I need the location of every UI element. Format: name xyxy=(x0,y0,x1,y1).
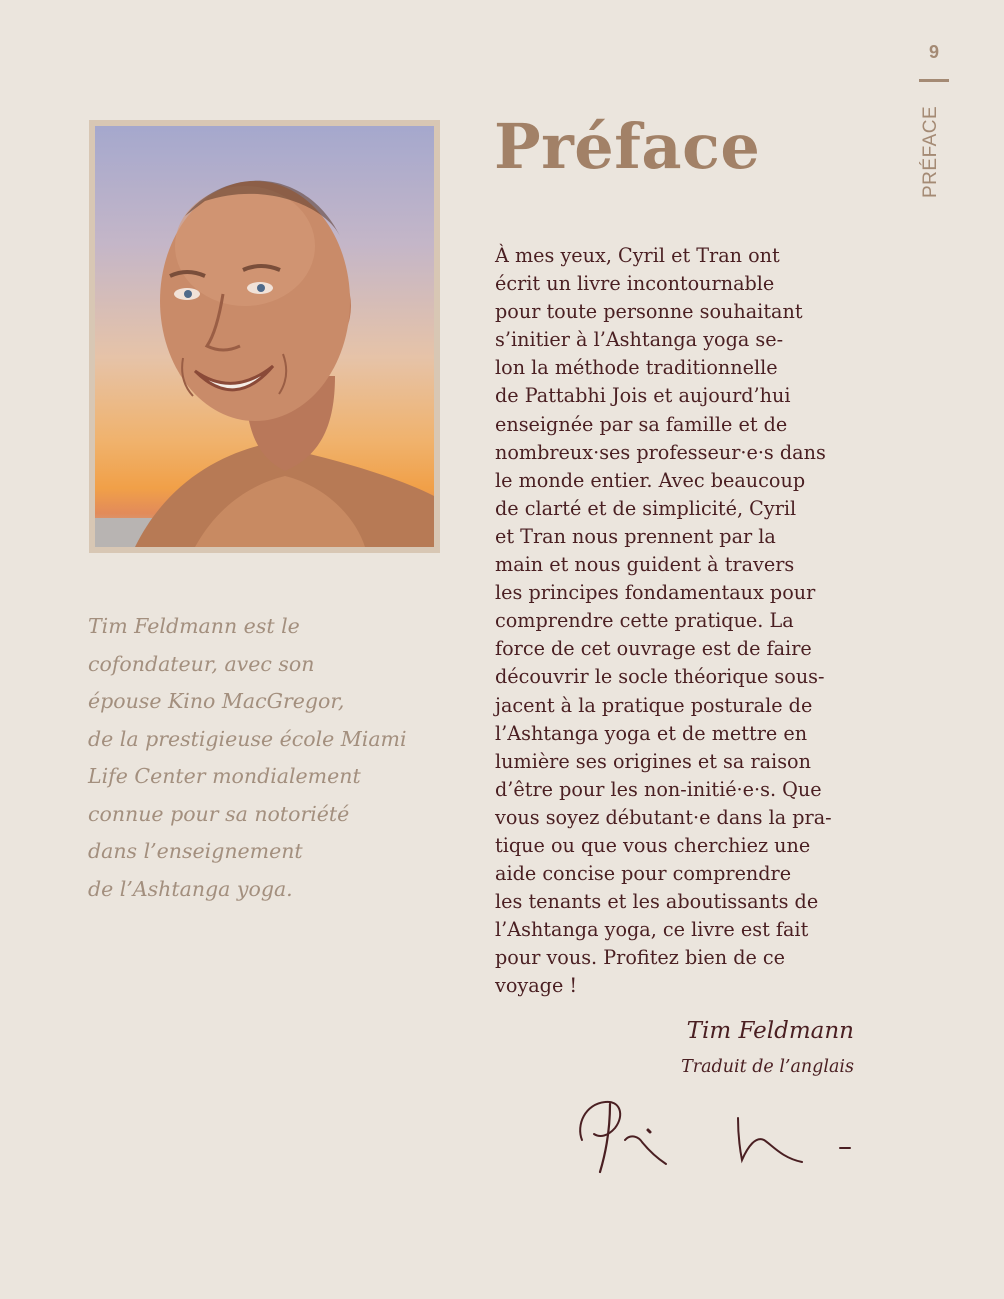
portrait-photo xyxy=(95,126,434,547)
page-number: 9 xyxy=(928,42,939,62)
author-name: Tim Feldmann xyxy=(686,1018,854,1044)
handwritten-signature-icon xyxy=(570,1090,860,1185)
translation-note: Traduit de l’anglais xyxy=(681,1057,854,1077)
portrait-photo-frame xyxy=(89,120,440,553)
photo-caption: Tim Feldmann est le cofondateur, avec son épouse Kino MacGregor, de la prestigieuse école Miami Life Center mondialement connue pour sa notoriété dans l’enseignement de l’Ashtanga yoga. xyxy=(88,614,407,901)
preface-body: À mes yeux, Cyril et Tran ont écrit un livre incontournable pour toute personne souhaitant s’initier à l’Ashtanga yoga se- lon la méthode traditionnelle de Pattabhi Jois et aujourd’hui enseignée par sa famille et de nombreux·ses professeur·e·s dans le monde entier. Avec beaucoup de clarté et de simplicité, Cyril et Tran nous prennent par la main et nous guident à travers les principes fondamentaux pour comprendre cette pratique. La force de cet ouvrage est de faire découvrir le socle théorique sous- jacent à la pratique posturale de l’Ashtanga yoga et de mettre en lumière ses origines et sa raison d’être pour les non-initié·e·s. Que vous soyez débutant·e dans la pra- tique ou que vous cherchiez une aide concise pour comprendre les tenants et les aboutissants de l’Ashtanga yoga, ce livre est fait pour vous. Profitez bien de ce voyage ! xyxy=(495,244,832,998)
page-title: Préface xyxy=(494,110,761,183)
portrait-illustration xyxy=(95,126,434,547)
running-head: PRÉFACE xyxy=(920,105,941,198)
page-number-rule xyxy=(919,79,949,82)
